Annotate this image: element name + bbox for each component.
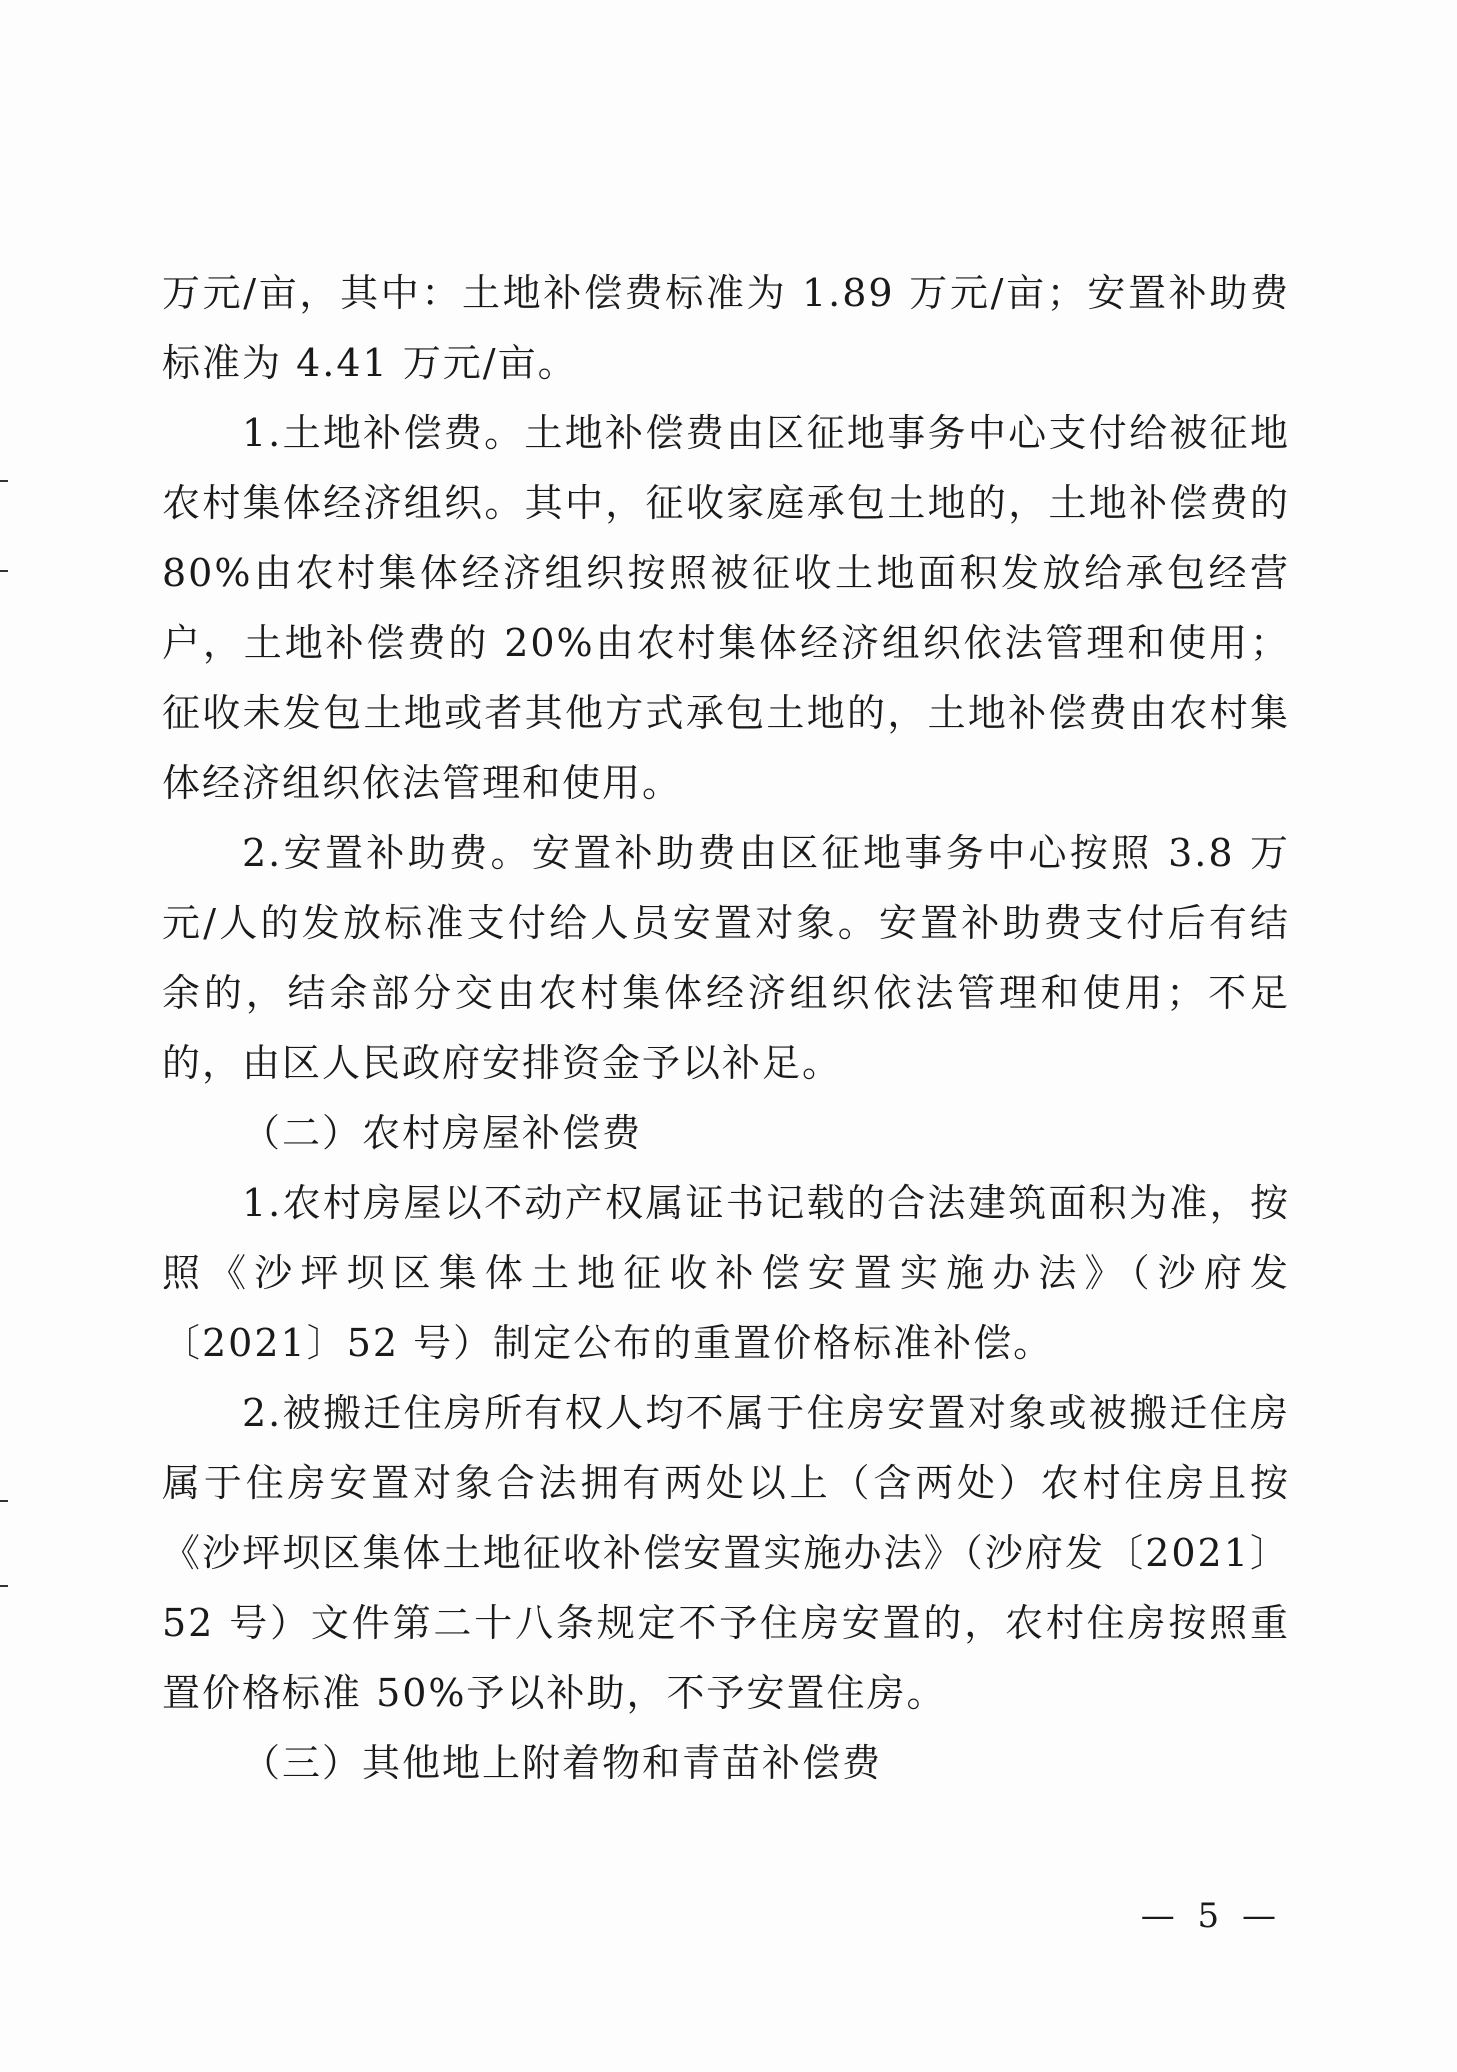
body-text xyxy=(162,258,1290,1798)
scan-edge-mark xyxy=(0,570,8,572)
scan-edge-mark xyxy=(0,1500,8,1502)
paragraph-housing-area: 1.农村房屋以不动产权属证书记载的合法建筑面积为准，按照《沙坪坝区集体土地征收补偿安置实施办法》（沙府发〔2021〕52 号）制定公布的重置价格标准补偿。 xyxy=(162,1181,1290,1365)
paragraph-continuation: 万元/亩，其中：土地补偿费标准为 1.89 万元/亩；安置补助费标准为 4.41 万元/亩。 xyxy=(162,271,1290,385)
section-heading-rural-housing: （二）农村房屋补偿费 xyxy=(242,1111,643,1155)
paragraph-land-compensation: 1.土地补偿费。土地补偿费由区征地事务中心支付给被征地农村集体经济组织。其中，征收家庭承包土地的，土地补偿费的80%由农村集体经济组织按照被征收土地面积发放给承包经营户，土地补偿费的 20%由农村集体经济组织依法管理和使用；征收未发包土地或者其他方式承包土地的，土地补偿费由农村集体经济组织依法管理和使用。 xyxy=(162,411,1290,805)
page-number: — 5 — xyxy=(1140,1896,1282,1936)
scan-edge-mark xyxy=(0,1585,8,1587)
paragraph-resettlement-subsidy: 2.安置补助费。安置补助费由区征地事务中心按照 3.8 万元/人的发放标准支付给人员安置对象。安置补助费支付后有结余的，结余部分交由农村集体经济组织依法管理和使用；不足的，由区人民政府安排资金予以补足。 xyxy=(162,831,1290,1085)
section-heading-attachments: （三）其他地上附着物和青苗补偿费 xyxy=(242,1741,883,1785)
scan-edge-mark xyxy=(0,480,8,482)
paragraph-housing-subsidy: 2.被搬迁住房所有权人均不属于住房安置对象或被搬迁住房属于住房安置对象合法拥有两处以上（含两处）农村住房且按《沙坪坝区集体土地征收补偿安置实施办法》（沙府发〔2021〕52 号）文件第二十八条规定不予住房安置的，农村住房按照重置价格标准 50%予以补助，不予安置住房。 xyxy=(162,1391,1290,1715)
